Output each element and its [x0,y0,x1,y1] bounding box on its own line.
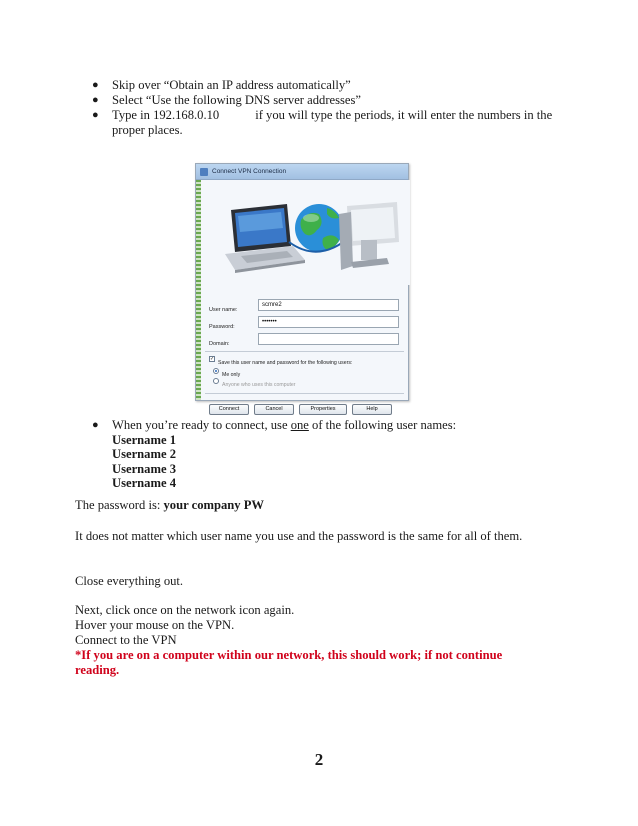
dialog-body [201,180,408,412]
bullet-dot-icon: ● [92,109,99,121]
step-line: Next, click once on the network icon again. [75,603,295,617]
dialog-title: Connect VPN Connection [212,168,287,175]
save-credentials-label: Save this user name and password for the following users: [218,360,353,366]
domain-label: Domain: [209,341,230,347]
step-line: Connect to the VPN [75,633,177,647]
separator [205,393,404,394]
anyone-radio[interactable] [213,378,219,384]
help-button[interactable]: Help [352,404,392,415]
properties-button[interactable]: Properties [299,404,347,415]
steps [75,603,565,678]
dialog-title-bar [196,164,408,180]
step-line: Hover your mouse on the VPN. [75,618,235,632]
username-option: Username 4 [112,476,177,490]
bullet-dot-icon: ● [92,419,99,431]
connect-instructions [92,418,562,491]
bullet-dot-icon: ● [92,94,99,106]
bullet-connect: ● When you’re ready to connect, use one of the following user names: Username 1 Username 2 Username 3 Username 4 [92,418,562,491]
bullet-select-dns: ● Select “Use the following DNS server addresses” [92,93,362,107]
me-only-label: Me only [222,372,241,378]
vpn-connect-dialog [195,163,409,412]
cancel-button[interactable]: Cancel [254,404,294,415]
anyone-label: Anyone who uses this computer [222,382,296,388]
password-label: Password: [209,324,235,330]
network-icon [200,168,208,176]
separator [205,351,404,352]
password-line: The password is: your company PW [75,498,265,512]
username-label: User name: [209,307,238,313]
username-option: Username 1 [112,432,177,447]
password-field[interactable]: ••••••• [258,316,399,328]
page-number: 2 [314,750,324,769]
bullet-dot-icon: ● [92,79,99,91]
bullet-skip-obtain-ip: ● Skip over “Obtain an IP address automatically” [92,78,351,92]
paragraph-close: Close everything out. [75,574,184,588]
me-only-radio[interactable] [213,368,219,374]
username-field[interactable]: scmre2 [258,299,399,311]
instruction-bullets [92,78,562,138]
domain-field[interactable] [258,333,399,345]
warning-text: *If you are on a computer within our network, this should work; if not continue reading. [75,648,503,677]
username-option: Username 3 [112,461,177,476]
bullet-type-ip: ● Type in 192.168.0.10 if you will type the periods, it will enter the numbers in the proper places. [92,108,553,137]
connect-button[interactable]: Connect [209,404,249,415]
vpn-illustration [201,180,410,285]
paragraph-username-note: It does not matter which user name you use and the password is the same for all of them. [75,529,523,543]
username-option: Username 2 [112,447,177,461]
save-credentials-checkbox[interactable]: ✓ [210,356,215,362]
